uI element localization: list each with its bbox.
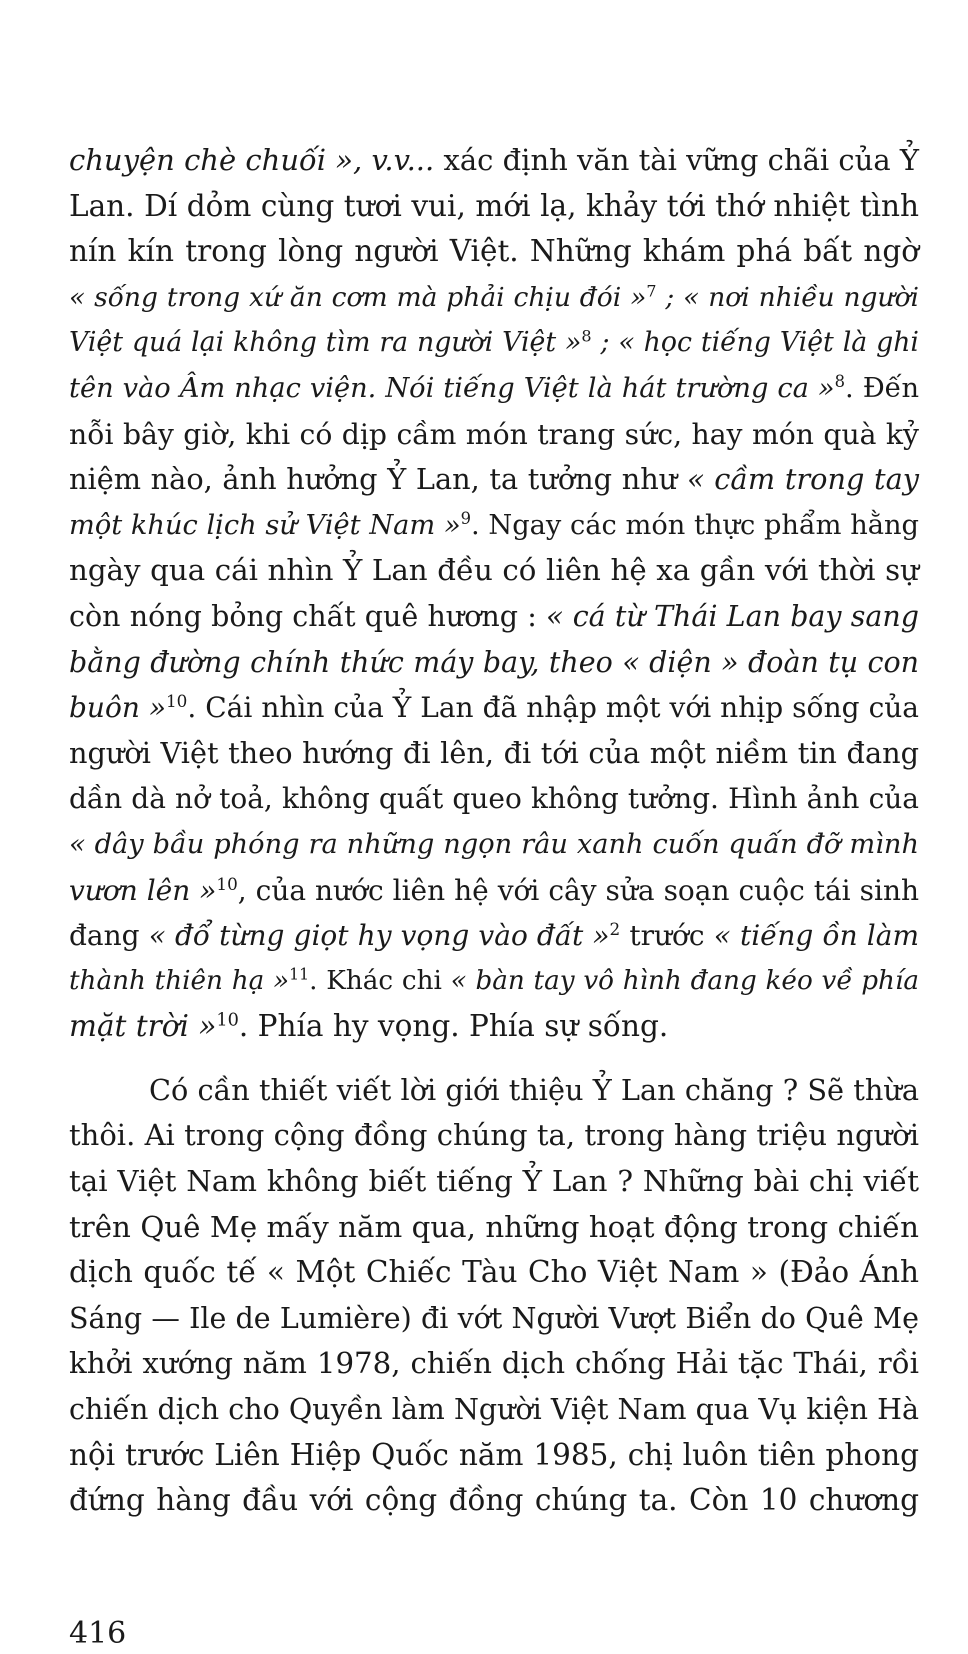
text-line [69,594,919,640]
text-line [69,503,919,549]
text-span: đang [69,919,149,953]
text-line [69,138,919,184]
paragraph-2 [69,1068,919,1524]
text-line: Có cần thiết viết lời giới thiệu Ỷ Lan chăng ? Sẽ thừa [149,1072,919,1107]
quote-span: « cầm trong tay [686,462,919,497]
text-span: . Cái nhìn của Ỷ Lan đã nhập một với nhịp sống của [187,691,919,725]
text-line: nín kín trong lòng người Việt. Những khám phá bất ngờ [69,234,919,269]
text-line: chiến dịch cho Quyền làm Người Việt Nam qua Vụ kiện Hà [69,1393,919,1427]
quote-span: Việt quá lại không tìm ra người Việt » [69,327,582,359]
quote-span: « tiếng ồn làm [713,919,919,953]
quote-span: « sống trong xứ ăn cơm mà phải chịu đói » [69,281,647,313]
text-line: người Việt theo hướng đi lên, đi tới của một niềm tin đang [69,735,919,770]
text-span: . Ngay các món thực phẩm hằng [471,509,919,541]
text-line: ngày qua cái nhìn Ỷ Lan đều có liên hệ xa gần với thời sự [69,553,919,588]
text-line: nội trước Liên Hiệp Quốc năm 1985, chị luôn tiên phong [69,1437,919,1472]
text-line [69,457,919,503]
quote-span: mặt trời » [69,1009,217,1044]
text-line: thôi. Ai trong cộng đồng chúng ta, trong hàng triệu người [69,1118,919,1153]
quote-span: chuyện chè chuối », v.v... [69,143,435,177]
text-line [69,1004,919,1050]
quote-span: ; « học tiếng Việt là ghi [591,327,919,359]
footnote-ref: 8 [581,326,592,346]
text-line: dần dà nở toả, không quất queo không tưởng. Hình ảnh của [69,782,919,816]
text-line: đứng hàng đầu với cộng đồng chúng ta. Còn 10 chương [69,1483,919,1518]
quote-span: « bàn tay vô hình đang kéo về phía [450,965,920,996]
quote-span: buôn » [69,691,166,725]
text-line [69,913,919,959]
text-span: . Khác chi [309,965,451,996]
text-line [69,685,919,731]
quote-span: một khúc lịch sử Việt Nam » [69,509,461,541]
quote-span: « đổ từng giọt hy vọng vào đất » [148,919,610,953]
text-line [69,959,919,1005]
text-span: . Đến [845,372,920,404]
footnote-ref: 8 [834,372,846,392]
footnote-ref: 10 [165,691,188,712]
quote-span: ; « nơi nhiều người [656,281,920,313]
footnote-ref: 10 [216,1010,239,1031]
text-line: « dây bầu phóng ra những ngọn râu xanh cuốn quấn đỡ mình [69,828,919,860]
text-line: dịch quốc tế « Một Chiếc Tàu Cho Việt Nam » (Đảo Ánh [69,1255,919,1290]
footnote-ref: 11 [289,964,310,984]
paragraph-gap [69,1050,919,1068]
quote-span: thành thiên hạ » [69,965,290,996]
text-line: khởi xướng năm 1978, chiến dịch chống Hải tặc Thái, rồi [69,1346,919,1381]
text-line: Lan. Dí dỏm cùng tươi vui, mới lạ, khảy tới thớ nhiệt tình [69,188,919,223]
footnote-ref: 10 [216,873,238,894]
text-line: Sáng — Ile de Lumière) đi vớt Người Vượt Biển do Quê Mẹ [69,1301,919,1335]
text-span: xác định văn tài vững chãi của Ỷ [434,143,919,177]
text-span: còn nóng bỏng chất quê hương : [69,599,547,633]
text-line [69,275,919,321]
text-span: niệm nào, ảnh hưởng Ỷ Lan, ta tưởng như [69,462,687,497]
quote-span: « cá từ Thái Lan bay sang [546,599,919,633]
quote-span: vươn lên » [69,873,217,907]
text-line: bằng đường chính thức máy bay, theo « diện » đoàn tụ con [69,645,919,679]
text-line [69,868,919,914]
footnote-ref: 9 [460,508,472,528]
book-page [69,138,919,1524]
footnote-ref: 7 [646,281,657,301]
text-line: trên Quê Mẹ mấy năm qua, những hoạt động trong chiến [69,1209,919,1244]
text-span: , của nước liên hệ với cây sửa soạn cuộc tái sinh [237,873,920,907]
quote-span: tên vào Âm nhạc viện. Nói tiếng Việt là hát trường ca » [69,372,835,404]
paragraph-1 [69,138,919,1050]
text-span: trước [620,919,714,953]
footnote-ref: 2 [609,919,621,940]
text-line [69,366,919,412]
text-line [69,320,919,366]
text-line: tại Việt Nam không biết tiếng Ỷ Lan ? Những bài chị viết [69,1164,919,1199]
page-number: 416 [69,1616,127,1651]
text-span: . Phía hy vọng. Phía sự sống. [238,1009,669,1044]
text-line: nỗi bây giờ, khi có dịp cầm món trang sức, hay món quà kỷ [69,417,919,451]
